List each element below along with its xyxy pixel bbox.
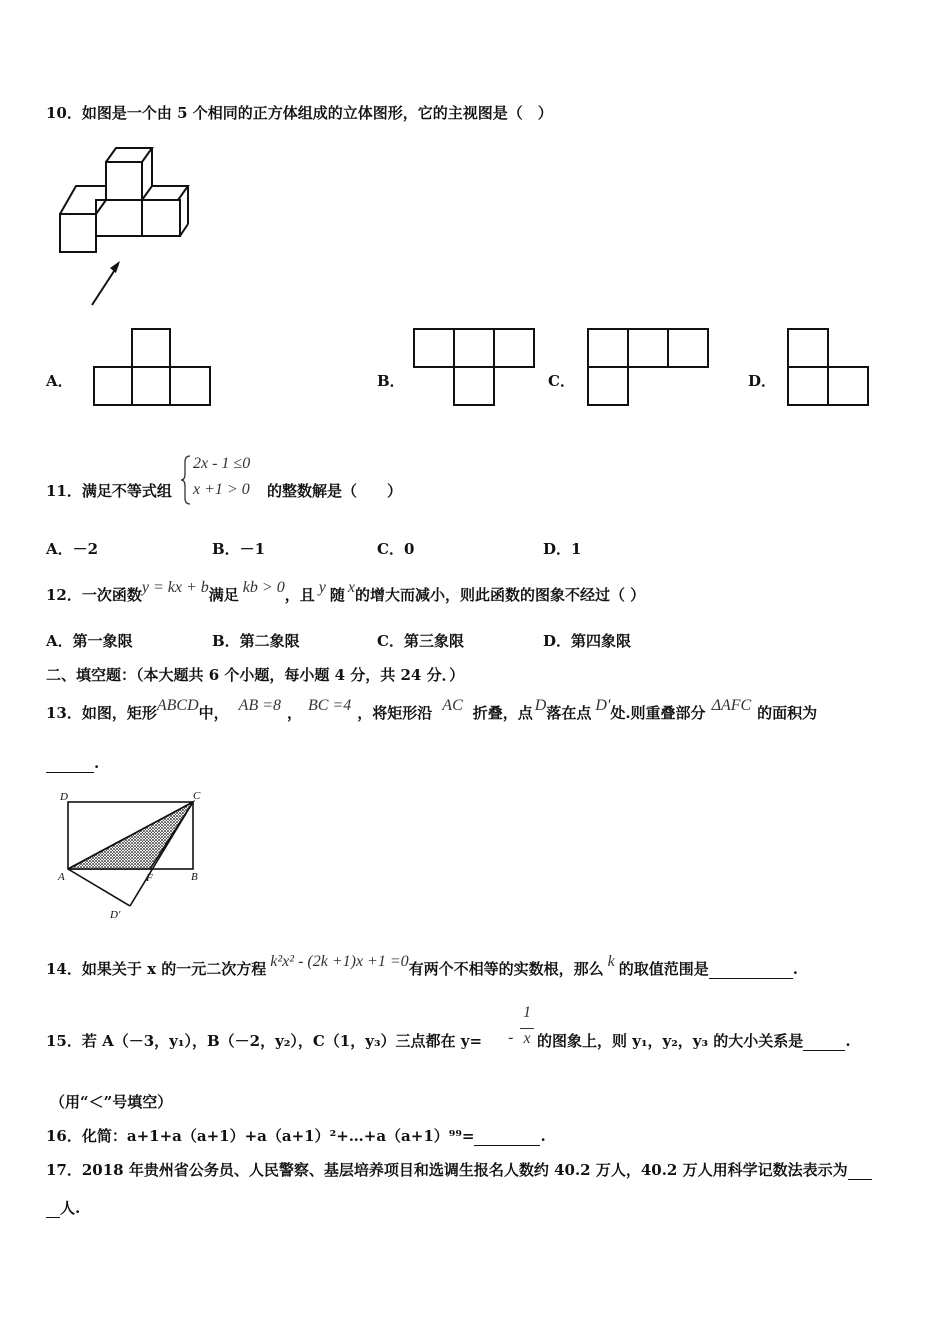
q10-option-c-figure [586,327,710,407]
q13-math-ab: AB =8 [238,697,282,714]
q15-part2: 的图象上，则 y₁，y₂，y₃ 的大小关系是 [537,1032,804,1050]
q13-math-triangle: ΔAFC [711,697,752,714]
q14-answer-blank[interactable] [709,960,793,979]
q15-minus: - [508,1029,514,1046]
q12-option-a[interactable]: A．第一象限 [46,632,133,650]
q13-answer-blank[interactable] [46,754,94,773]
q14-math-k: k [607,953,615,970]
q13-math-ac: AC [442,697,463,714]
q14-part1: 14．如果关于 x 的一元二次方程 [46,960,267,978]
q12-part1: 12．一次函数 [46,586,142,604]
inequality-1: 2x - 1 ≤0 [193,455,251,472]
q10-text: 10．如图是一个由 5 个相同的正方体组成的立体图形，它的主视图是（ ） [46,104,553,122]
q13-part4: ，将矩形沿 [357,704,433,722]
q15-numerator: 1 [523,1004,531,1021]
q12-part5: 的增大而减小，则此函数的图象不经过（ ） [354,586,646,604]
q15-line-end [537,1030,851,1051]
q12-part2: 满足 [208,586,239,604]
q16-answer-blank[interactable] [474,1127,540,1146]
q15-note: （用“＜”号填空） [50,1093,173,1111]
label-dprime: D' [110,909,121,921]
q12-math-x: x [347,579,355,596]
q15-answer-blank[interactable] [803,1032,845,1051]
q13-part1: 13．如图，矩形 [46,704,157,722]
q11-prefix: 11．满足不等式组 [46,482,172,500]
q11-option-d[interactable]: D．1 [543,540,582,558]
q13-answer-line [46,754,99,773]
solid-figure [50,140,200,315]
label-f: F [146,872,153,884]
q10-option-d[interactable]: D． [748,372,777,390]
inequality-brace [180,454,192,506]
q13-end: . [94,754,100,772]
q11-option-a[interactable]: A．－2 [46,540,99,558]
q13-line [46,697,818,723]
q12-part3: ，且 [284,586,315,604]
q14-part3: 的取值范围是 [618,960,709,978]
section-heading: 二、填空题：（本大题共 6 个小题，每小题 4 分，共 24 分．） [46,666,465,684]
q11-option-b[interactable]: B．－1 [212,540,266,558]
label-b: B [191,871,198,883]
q13-part6: 落在点 [546,704,592,722]
q15-end: . [845,1032,851,1050]
q13-part7: 处.则重叠部分 [610,704,706,722]
q14-equation: k²x² - (2k +1)x +1 =0 [270,953,409,970]
q11-option-c[interactable]: C．0 [377,540,415,558]
q17-text: 17．2018 年贵州省公务员、人民警察、基层培养项目和选调生报名人数约 40.2 万人，40.2 万人用科学记数法表示为 [46,1161,848,1179]
q12-part4: 随 [329,586,345,604]
q13-part2: 中， [198,704,229,722]
label-d: D [60,791,68,803]
q10-option-b[interactable]: B． [377,372,405,390]
q10-option-c[interactable]: C． [548,372,575,390]
q13-math-d: D [534,697,547,714]
q12-math-function: y = kx + b [141,579,209,596]
q12-math-y: y [318,579,326,596]
q13-part5: 折叠，点 [472,704,533,722]
q17-answer-blank-2[interactable] [46,1199,60,1218]
q16-line [46,1125,546,1146]
q17-line2 [46,1197,80,1218]
q12-option-d[interactable]: D．第四象限 [543,632,632,650]
q11-suffix: 的整数解是（ ） [267,482,403,500]
q17-line1 [46,1159,872,1180]
label-a: A [58,871,65,883]
q10-option-a[interactable]: A． [46,372,73,390]
q13-math-bc: BC =4 [308,697,352,714]
q14-end: . [792,960,799,978]
q16-end: . [540,1127,546,1145]
q13-math-dprime: D' [595,697,611,714]
q12-option-c[interactable]: C．第三象限 [377,632,464,650]
q14-line [46,953,799,979]
q15-part1: 15．若 A（－3，y₁），B（－2，y₂），C（1，y₃）三点都在 y= [46,1032,483,1050]
q15-denominator: x [523,1030,531,1047]
q17-answer-blank-1[interactable] [848,1161,872,1180]
q13-part3: ， [287,704,303,722]
q10-option-a-figure [92,327,212,407]
q13-rectangle-figure [56,788,216,923]
label-c: C [193,790,201,802]
q14-part2: 有两个不相等的实数根，那么 [408,960,604,978]
q16-text: 16．化简：a+1+a（a+1）+a（a+1）²+…+a（a+1）⁹⁹= [46,1127,475,1145]
q13-part8: 的面积为 [757,704,818,722]
q12-option-b[interactable]: B．第二象限 [212,632,300,650]
q10-option-b-figure [412,327,536,407]
q17-end: 人. [60,1199,81,1217]
q13-math-abcd: ABCD [156,697,199,714]
q12-math-condition: kb > 0 [242,579,285,596]
q15-fraction-bar [520,1028,534,1029]
q10-option-d-figure [786,327,870,407]
inequality-2: x +1 > 0 [193,481,250,498]
q12-line [46,579,646,605]
